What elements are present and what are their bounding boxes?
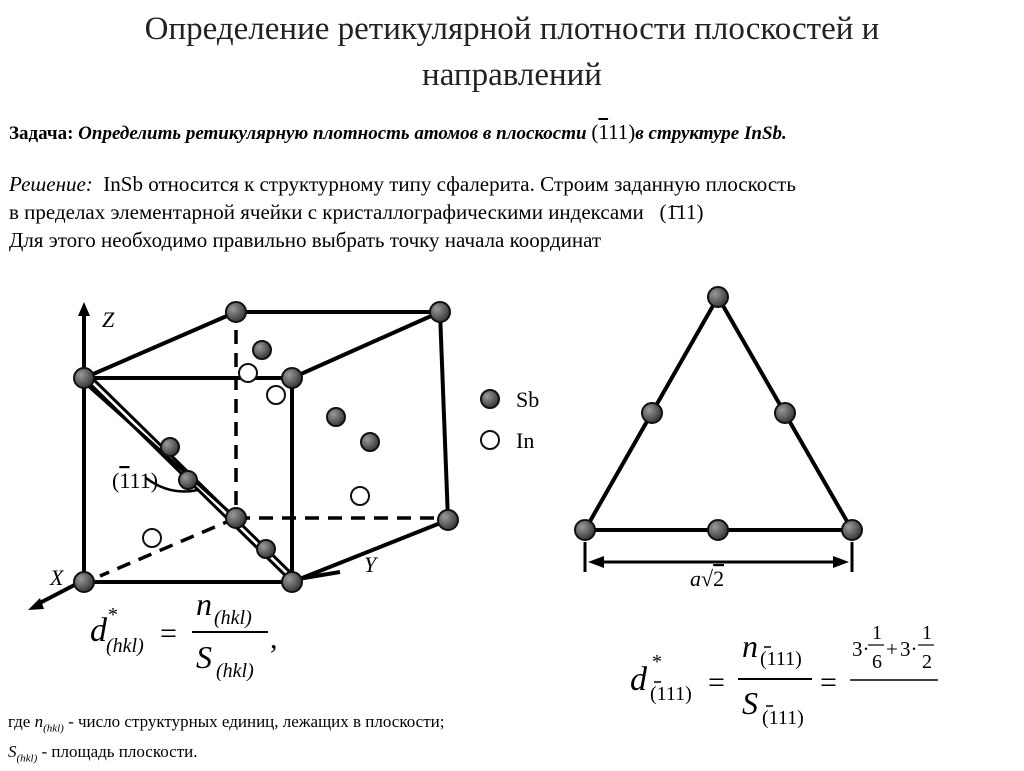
- solution-label: Решение:: [9, 172, 93, 196]
- sb-atom: [430, 302, 450, 322]
- task-indices: (111): [591, 120, 636, 144]
- f2-frac1-den: 6: [872, 651, 882, 673]
- sb-atom: [575, 520, 595, 540]
- in-atom: [351, 487, 369, 505]
- sb-atom: [179, 471, 197, 489]
- sb-atom: [226, 508, 246, 528]
- axis-y-label: Y: [364, 552, 377, 577]
- note-line-2: $S_{(hkl)}$ - площадь плоскости.: [8, 742, 198, 765]
- f1-star: *: [108, 604, 118, 626]
- sb-atom: [708, 520, 728, 540]
- sb-atom: [161, 438, 179, 456]
- sb-atom: [327, 408, 345, 426]
- f2-den-s: S: [742, 685, 758, 721]
- f2-plus: +: [886, 637, 898, 661]
- solution-text-2: в пределах элементарной ячейки с кристаллографическими индексами: [9, 200, 644, 224]
- sb-atoms: [74, 302, 458, 592]
- sb-atom: [74, 572, 94, 592]
- legend-sb-marker: [481, 390, 499, 408]
- solution-text-3: Для этого необходимо правильно выбрать точку начала координат: [9, 228, 602, 252]
- f2-frac2-num: 1: [922, 622, 932, 644]
- x-axis-arrow: [28, 598, 44, 610]
- sb-atom: [438, 510, 458, 530]
- f2-3a: 3·: [852, 637, 870, 661]
- solution-text-1: InSb относится к структурному типу сфалерита. Строим заданную плоскость: [103, 172, 796, 196]
- sb-atom: [74, 368, 94, 388]
- sb-atom: [842, 520, 862, 540]
- f1-den-s: S: [196, 639, 212, 675]
- legend-in-marker: [481, 431, 499, 449]
- f1-num-sub: (hkl): [214, 607, 252, 629]
- sb-atom: [708, 287, 728, 307]
- in-atom: [239, 364, 257, 382]
- f2-num-n: n: [742, 628, 758, 664]
- f2-den-sub: (111): [762, 707, 804, 729]
- axis-x-label: X: [50, 565, 64, 590]
- plane-label: (111): [112, 468, 159, 493]
- f2-frac2-den: 2: [922, 651, 932, 673]
- f2-eq1: =: [708, 666, 725, 699]
- in-atom: [267, 386, 285, 404]
- formula-note: [8, 710, 444, 771]
- sb-atom: [775, 403, 795, 423]
- f1-num-n: n: [196, 586, 212, 622]
- f2-num-sub: (111): [760, 648, 802, 670]
- f1-den-sub: (hkl): [216, 660, 254, 682]
- solution-indices: (1̄11): [659, 200, 704, 224]
- axis-z-label: Z: [102, 307, 115, 332]
- task-after: в структуре InSb.: [635, 123, 787, 144]
- sb-atom: [257, 540, 275, 558]
- title-line-2: направлений: [422, 57, 602, 93]
- z-axis-arrow: [78, 302, 90, 316]
- task-label: Задача:: [9, 123, 74, 144]
- legend-in-label: In: [516, 428, 535, 453]
- f1-eq: =: [160, 617, 177, 650]
- plane-triangle: [585, 297, 852, 530]
- triangle-atoms: [575, 287, 862, 540]
- f1-comma: ,: [270, 622, 278, 655]
- f1-d: d: [90, 612, 107, 649]
- sb-atom: [361, 433, 379, 451]
- f2-d: d: [630, 661, 647, 698]
- f2-eq2: =: [820, 666, 837, 699]
- sb-atom: [282, 572, 302, 592]
- formula-density-general: [90, 586, 278, 682]
- sb-atom: [253, 341, 271, 359]
- f2-sub: (111): [650, 683, 692, 705]
- f2-3b: 3·: [900, 637, 918, 661]
- in-atom: [143, 529, 161, 547]
- formula-density-111: [630, 622, 938, 729]
- triangle-base-label: a√2: [690, 566, 725, 591]
- f2-star: *: [652, 651, 662, 673]
- f1-sub: (hkl): [106, 635, 144, 657]
- sb-atom: [226, 302, 246, 322]
- note-line-1: где $n_{(hkl)}$ - число структурных единиц, лежащих в плоскости;: [8, 712, 445, 735]
- title-line-1: Определение ретикулярной плотности плоскостей и: [144, 11, 880, 47]
- task-text: Определить ретикулярную плотность атомов в плоскости: [78, 123, 587, 144]
- task-index-bar: 1: [598, 120, 609, 144]
- sb-atom: [642, 403, 662, 423]
- sb-atom: [282, 368, 302, 388]
- legend-sb-label: Sb: [516, 387, 540, 412]
- f2-frac1-num: 1: [872, 622, 882, 644]
